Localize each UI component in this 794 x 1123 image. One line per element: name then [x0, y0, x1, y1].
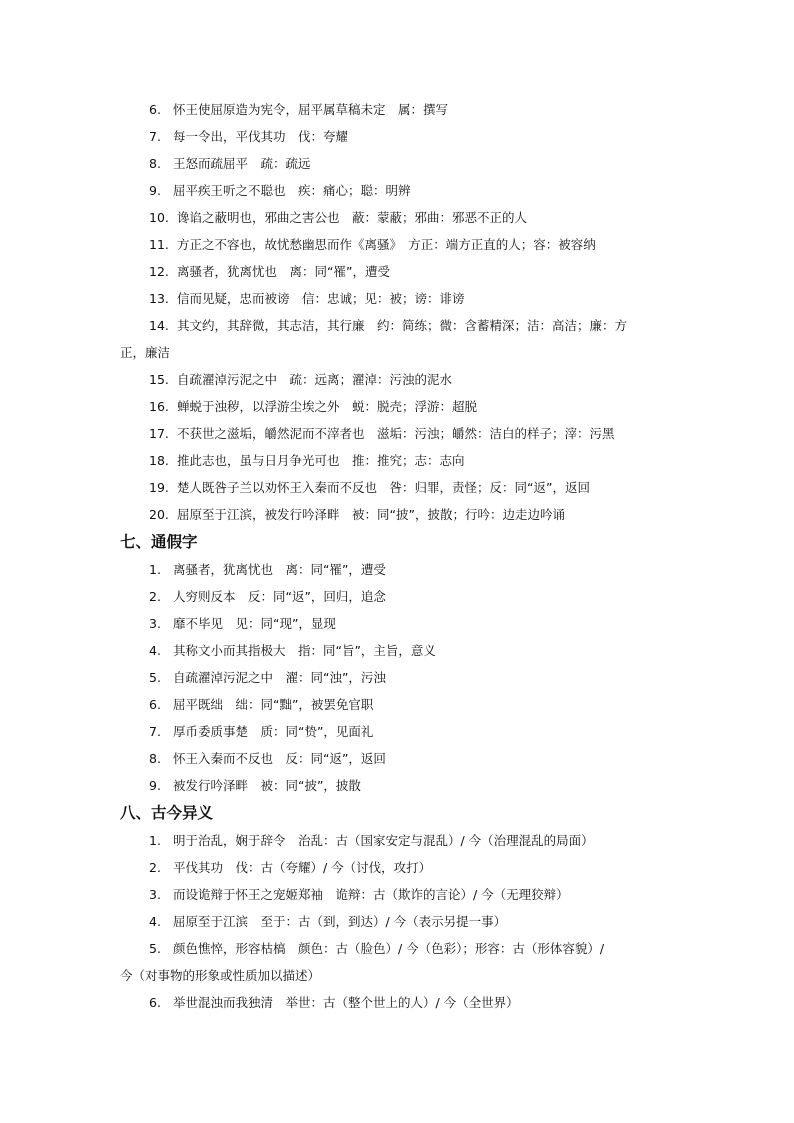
item-number: 5. [149, 941, 161, 956]
item-number: 6. [149, 102, 161, 117]
item-text: 其称文小而其指极大 指：同“旨”，主旨，意义 [172, 643, 436, 658]
item-number: 3. [149, 616, 161, 631]
item-number: 9. [149, 778, 161, 793]
list-item [0, 312, 794, 339]
list-item [0, 501, 794, 528]
item-number: 1. [149, 833, 161, 848]
item-number: 10. [149, 210, 169, 225]
item-number: 19. [149, 480, 169, 495]
item-text: 自疏濯淖污泥之中 濯：同“浊”，污浊 [172, 670, 386, 685]
list-item [0, 908, 794, 935]
item-text: 离骚者，犹离忧也 离：同“罹”，遭受 [177, 264, 390, 279]
item-number: 13. [149, 291, 169, 306]
list-item [0, 881, 794, 908]
list-item [0, 772, 794, 799]
item-number: 6. [149, 995, 161, 1010]
list-item [0, 745, 794, 772]
item-text: 靡不毕见 见：同“现”，显现 [172, 616, 336, 631]
item-text: 而设诡辩于怀王之宠姬郑袖 诡辩：古（欺诈的言论）/ 今（无理狡辩） [172, 887, 569, 902]
item-text: 举世混浊而我独清 举世：古（整个世上的人）/ 今（全世界） [172, 995, 519, 1010]
item-text: 屈平疾王听之不聪也 疾：痛心；聪：明辨 [172, 183, 411, 198]
item-number: 20. [149, 507, 169, 522]
list-item-continuation [0, 339, 794, 366]
item-text: 每一令出，平伐其功 伐：夸耀 [172, 129, 348, 144]
list-item [0, 366, 794, 393]
item-text: 怀王入秦而不反也 反：同“返”，返回 [172, 751, 386, 766]
item-text: 人穷则反本 反：同“返”，回归，追念 [172, 589, 386, 604]
item-text: 离骚者，犹离忧也 离：同“罹”，遭受 [172, 562, 386, 577]
item-text: 方正之不容也，故忧愁幽思而作《离骚》 方正：端方正直的人；容：被容纳 [177, 237, 596, 252]
list-item [0, 474, 794, 501]
item-text: 其文约，其辞微，其志洁，其行廉 约：简练；微：含蓄精深；洁：高洁；廉：方 [177, 318, 628, 333]
list-item [0, 718, 794, 745]
item-text: 谗谄之蔽明也，邪曲之害公也 蔽：蒙蔽；邪曲：邪恶不正的人 [177, 210, 528, 225]
item-number: 5. [149, 670, 161, 685]
list-item [0, 691, 794, 718]
list-item [0, 285, 794, 312]
item-number: 6. [149, 697, 161, 712]
list-item [0, 854, 794, 881]
item-text: 屈平既绌 绌：同“黜”，被罢免官职 [172, 697, 374, 712]
item-number: 18. [149, 453, 169, 468]
item-text: 推此志也，虽与日月争光可也 推：推究；志：志向 [177, 453, 465, 468]
item-text: 屈原至于江滨 至于：古（到，到达）/ 今（表示另提一事） [172, 914, 507, 929]
item-text: 蝉蜕于浊秽，以浮游尘埃之外 蜕：脱壳；浮游：超脱 [177, 399, 478, 414]
list-item [0, 664, 794, 691]
item-number: 17. [149, 426, 169, 441]
list-item [0, 204, 794, 231]
list-item [0, 989, 794, 1016]
item-text: 厚币委质事楚 质：同“贽”，见面礼 [172, 724, 374, 739]
item-text: 怀王使屈原造为宪令，屈平属草稿未定 属：撰写 [172, 102, 448, 117]
item-text: 被发行吟泽畔 被：同“披”，披散 [172, 778, 361, 793]
item-text: 平伐其功 伐：古（夸耀）/ 今（讨伐，攻打） [172, 860, 432, 875]
list-item [0, 637, 794, 664]
item-text: 自疏濯淖污泥之中 疏：远离；濯淖：污浊的泥水 [177, 372, 453, 387]
item-number: 7. [149, 129, 161, 144]
section-8-heading: 八、古今异义 [120, 804, 214, 822]
list-item [0, 420, 794, 447]
list-item [0, 447, 794, 474]
list-item [0, 610, 794, 637]
item-text: 颜色憔悴，形容枯槁 颜色：古（脸色）/ 今（色彩）；形容：古（形体容貌）/ [172, 941, 605, 956]
item-text: 楚人既咎子兰以劝怀王入秦而不反也 咎：归罪，责怪；反：同“返”，返回 [177, 480, 590, 495]
list-item [0, 231, 794, 258]
list-item [0, 827, 794, 854]
item-text: 王怒而疏屈平 疏：疏远 [172, 156, 311, 171]
item-number: 9. [149, 183, 161, 198]
item-number: 8. [149, 751, 161, 766]
list-item [0, 123, 794, 150]
list-item [0, 556, 794, 583]
list-item [0, 935, 794, 962]
item-text-continued: 正，廉洁 [120, 345, 171, 360]
item-number: 15. [149, 372, 169, 387]
list-item [0, 96, 794, 123]
item-number: 12. [149, 264, 169, 279]
list-item [0, 258, 794, 285]
item-number: 2. [149, 860, 161, 875]
document-body [0, 96, 794, 1016]
list-item-continuation [0, 962, 794, 989]
item-text: 不获世之滋垢，皭然泥而不滓者也 滋垢：污浊；皭然：洁白的样子；滓：污黑 [177, 426, 615, 441]
item-number: 4. [149, 914, 161, 929]
list-item [0, 583, 794, 610]
item-number: 2. [149, 589, 161, 604]
section-8-list [0, 827, 794, 1016]
item-number: 1. [149, 562, 161, 577]
item-number: 3. [149, 887, 161, 902]
item-number: 7. [149, 724, 161, 739]
item-text: 信而见疑，忠而被谤 信：忠诚；见：被；谤：诽谤 [177, 291, 465, 306]
item-number: 4. [149, 643, 161, 658]
item-text: 明于治乱，娴于辞令 治乱：古（国家安定与混乱）/ 今（治理混乱的局面） [172, 833, 594, 848]
section-6-list [0, 96, 794, 528]
list-item [0, 177, 794, 204]
section-7-heading: 七、通假字 [120, 533, 198, 551]
item-text: 屈原至于江滨，被发行吟泽畔 被：同“披”，披散；行吟：边走边吟诵 [177, 507, 565, 522]
item-number: 8. [149, 156, 161, 171]
list-item [0, 393, 794, 420]
list-item [0, 150, 794, 177]
item-text-continued: 今（对事物的形象或性质加以描述） [120, 968, 321, 983]
item-number: 14. [149, 318, 169, 333]
section-7-list [0, 556, 794, 799]
item-number: 16. [149, 399, 169, 414]
item-number: 11. [149, 237, 169, 252]
